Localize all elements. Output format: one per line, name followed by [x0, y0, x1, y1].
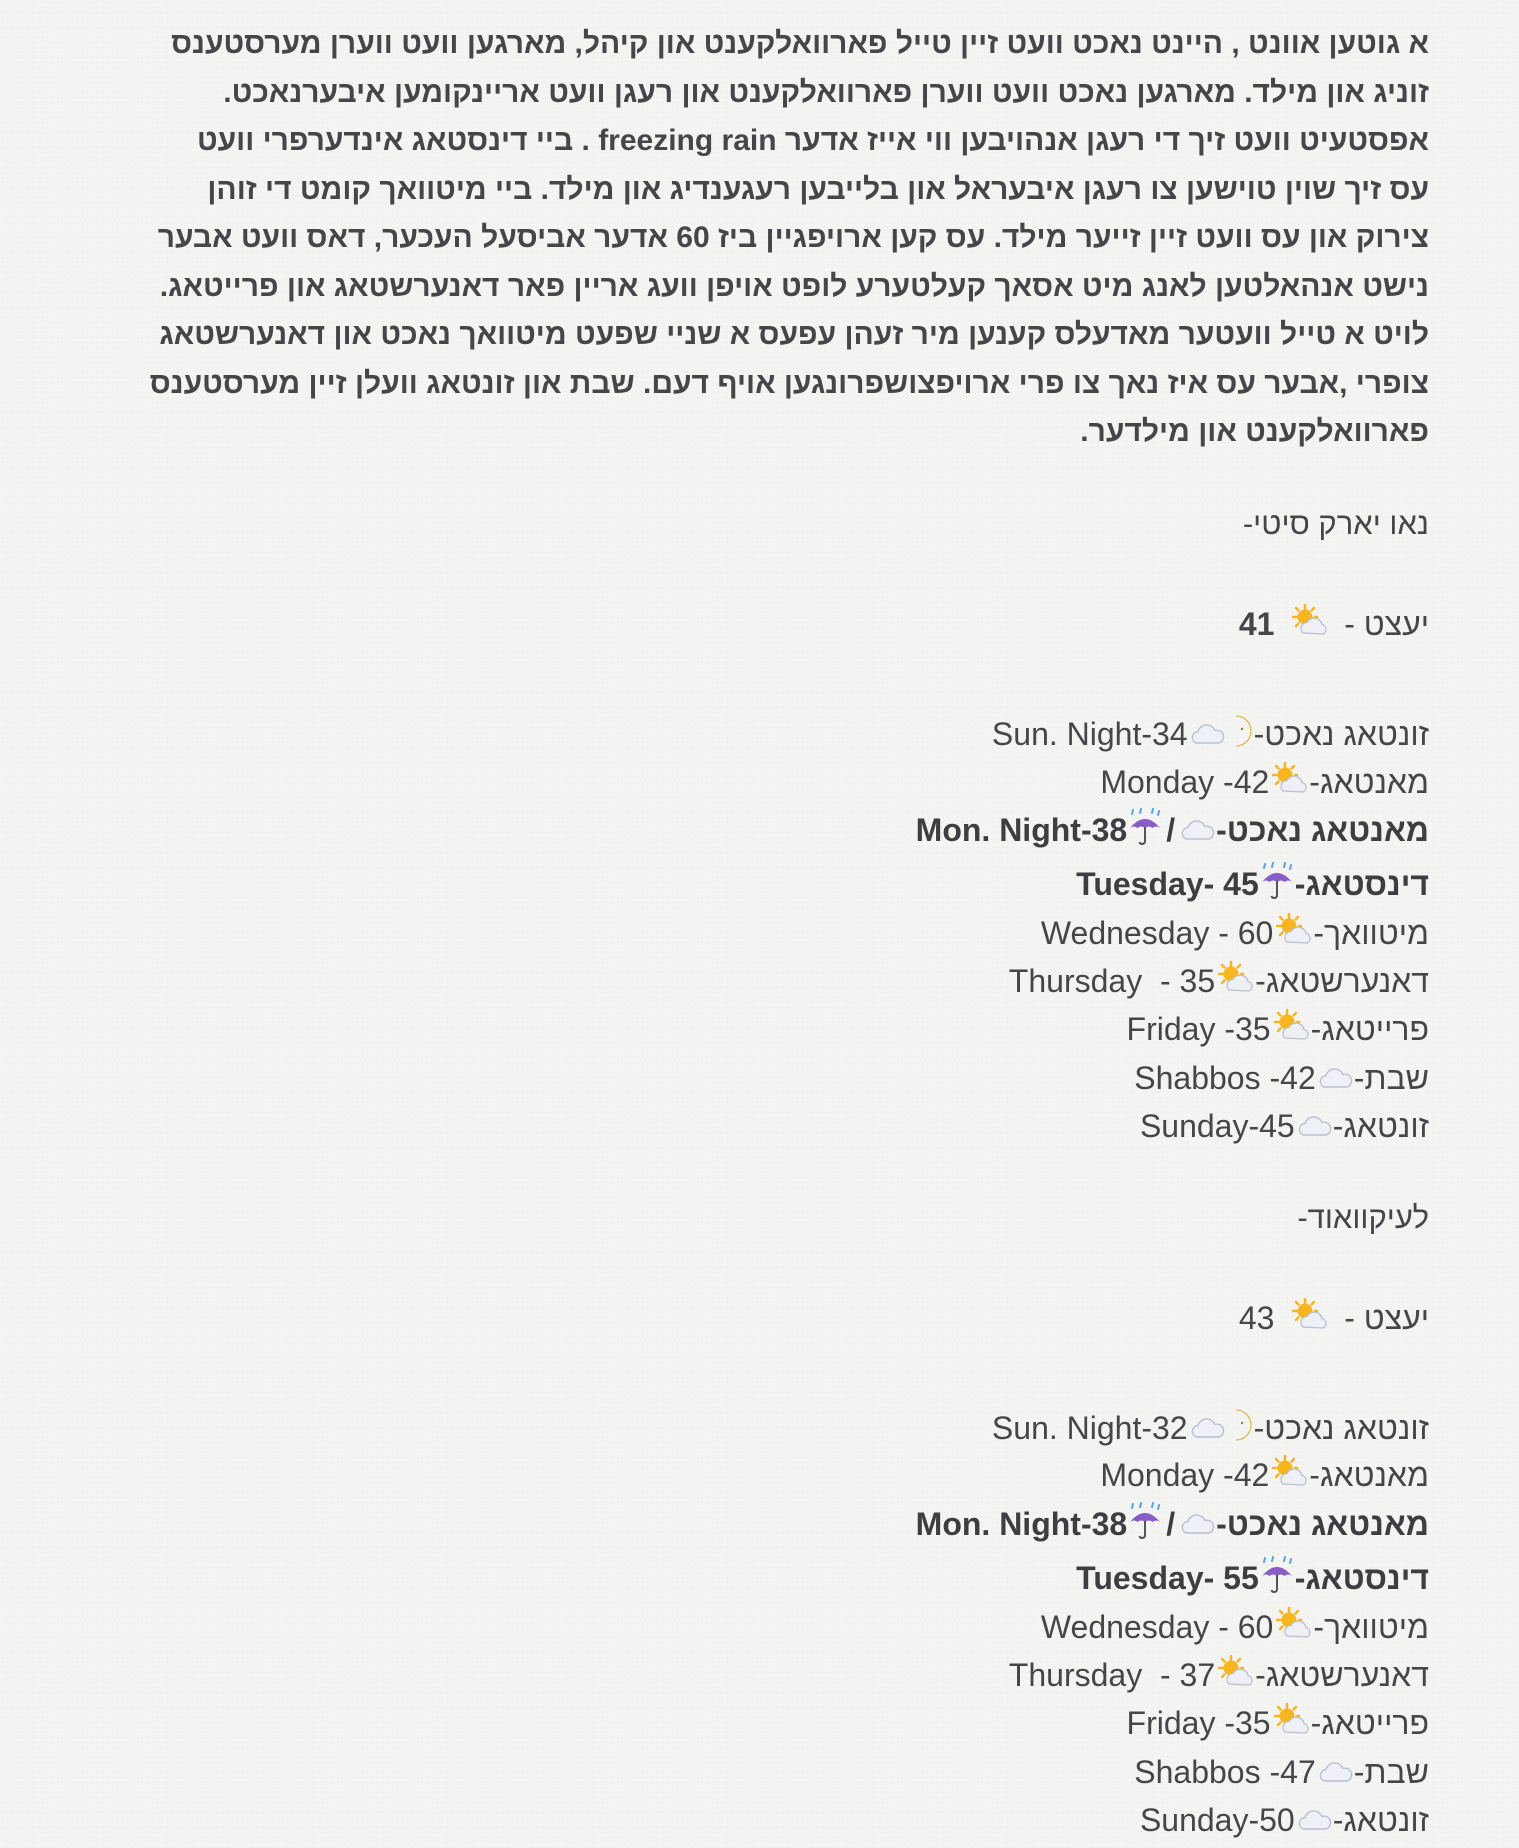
- forecast-day-hebrew: דאנערשטאג-: [1255, 1657, 1429, 1693]
- forecast-day-temp: Tuesday- 45: [1076, 866, 1259, 902]
- city-heading: נאו יארק סיטי-: [1242, 506, 1429, 541]
- cloud-icon: [1316, 1059, 1354, 1103]
- forecast-row: [1041, 911, 1429, 955]
- forecast-day-hebrew: זונטאג נאכט-: [1253, 1410, 1429, 1446]
- forecast-row: [1140, 1798, 1429, 1842]
- umbrella-rain-icon: [1127, 808, 1163, 857]
- sun-behind-cloud-icon: [1289, 1297, 1329, 1344]
- forecast-day-hebrew: מיטוואך-: [1313, 1609, 1429, 1645]
- intro-line: נישט אנהאלטען לאנג מיט אסאך קעלטערע לופט אויפן וועג אריין פאר דאנערשטאג און פרייטאג.: [159, 269, 1429, 303]
- forecast-row: [1100, 760, 1429, 804]
- forecast-day-hebrew: דינסטאג-: [1294, 1560, 1429, 1596]
- intro-line: צירוק און עס וועט זיין זייער מילד. עס קען ארויפגיין ביז 60 אדער אביסעל העכער, דאס וועט אבער: [157, 221, 1429, 254]
- forecast-day-temp: Friday -35: [1126, 1011, 1271, 1047]
- forecast-day-temp: Monday -42: [1100, 1457, 1270, 1493]
- forecast-row: [916, 808, 1429, 852]
- forecast-day-hebrew: זונטאג-: [1332, 1802, 1429, 1838]
- city-heading: לעיקוואוד-: [1297, 1200, 1429, 1235]
- sun-behind-cloud-icon: [1269, 1454, 1309, 1501]
- intro-line: א גוטען אוונט , היינט נאכט וועט זיין טייל פארוואלקענט און קיהל, מארגען וועט ווערן מערסטענס: [171, 27, 1429, 60]
- crescent-moon-icon: [1226, 713, 1254, 760]
- forecast-row: [1134, 1750, 1429, 1794]
- forecast-day-temp: Sunday-50: [1139, 1802, 1295, 1838]
- now-temp: 41: [1238, 606, 1275, 642]
- cloud-icon: [1178, 811, 1216, 855]
- sun-behind-cloud-icon: [1273, 1606, 1313, 1653]
- cloud-icon: [1295, 1107, 1333, 1151]
- icon-separator: /: [1166, 1506, 1176, 1542]
- forecast-day-hebrew: מאנטאג נאכט-: [1216, 1506, 1429, 1542]
- forecast-day-temp: Monday -42: [1100, 764, 1270, 800]
- sun-behind-cloud-icon: [1273, 912, 1313, 959]
- forecast-row: [1127, 1701, 1429, 1745]
- crescent-moon-icon: [1226, 1407, 1254, 1454]
- forecast-day-hebrew: דינסטאג-: [1294, 866, 1429, 902]
- intro-paragraph: [89, 20, 1429, 457]
- forecast-day-temp: Thursday - 37: [1008, 1657, 1216, 1693]
- current-conditions: [1239, 602, 1429, 646]
- intro-line: זוניג און מילד. מארגען נאכט וועט ווערן פארוואלקענט און רעגן וועט אריינקומען איבערנאכט.: [223, 75, 1429, 109]
- icon-separator: /: [1166, 812, 1176, 848]
- cloud-icon: [1188, 1409, 1226, 1453]
- umbrella-rain-icon: [1259, 1556, 1295, 1605]
- forecast-row: [1140, 1104, 1429, 1148]
- forecast-day-hebrew: פרייטאג-: [1310, 1011, 1429, 1047]
- now-label: יעצט -: [1344, 606, 1429, 642]
- forecast-day-hebrew: מאנטאג-: [1309, 1457, 1429, 1493]
- intro-line: לויט א טייל וועטער מאדעלס קענען מיר זעהן עפעס א שניי שפעט מיטוואך נאכט און דאנערשטאג: [159, 318, 1429, 351]
- now-temp: 43: [1238, 1300, 1275, 1336]
- forecast-day-temp: Sun. Night-32: [991, 1410, 1188, 1446]
- sun-behind-cloud-icon: [1271, 1008, 1311, 1055]
- forecast-day-temp: Sun. Night-34: [991, 716, 1188, 752]
- sun-behind-cloud-icon: [1289, 603, 1329, 650]
- forecast-day-hebrew: מאנטאג נאכט-: [1216, 812, 1429, 848]
- current-conditions: [1239, 1296, 1429, 1340]
- sun-behind-cloud-icon: [1215, 960, 1255, 1007]
- forecast-row: [1134, 1056, 1429, 1100]
- forecast-row: [1009, 1653, 1429, 1697]
- forecast-day-hebrew: זונטאג-: [1332, 1108, 1429, 1144]
- sun-behind-cloud-icon: [1271, 1702, 1311, 1749]
- forecast-row: [1127, 1007, 1429, 1051]
- intro-line: פארוואלקענט און מילדער.: [1080, 415, 1429, 448]
- forecast-day-temp: Thursday - 35: [1008, 963, 1216, 999]
- forecast-day-hebrew: מיטוואך-: [1313, 915, 1429, 951]
- umbrella-rain-icon: [1259, 862, 1295, 911]
- forecast-day-hebrew: דאנערשטאג-: [1255, 963, 1429, 999]
- forecast-day-hebrew: פרייטאג-: [1310, 1705, 1429, 1741]
- forecast-row: [992, 712, 1429, 756]
- intro-line: עס זיך שוין טוישען צו רעגן איבעראל און בלייבען רעגענדיג און מילד. ביי מיטוואך קומט די זוהן: [207, 172, 1429, 206]
- sun-behind-cloud-icon: [1269, 761, 1309, 808]
- forecast-row: [1100, 1453, 1429, 1497]
- cloud-icon: [1295, 1801, 1333, 1845]
- forecast-day-temp: Friday -35: [1126, 1705, 1271, 1741]
- forecast-day-temp: Wednesday - 60: [1040, 1609, 1274, 1645]
- forecast-day-hebrew: זונטאג נאכט-: [1253, 716, 1429, 752]
- forecast-row: [916, 1502, 1429, 1546]
- umbrella-rain-icon: [1127, 1502, 1163, 1551]
- cloud-icon: [1178, 1505, 1216, 1549]
- forecast-day-temp: Shabbos -47: [1134, 1754, 1316, 1790]
- now-label: יעצט -: [1344, 1300, 1429, 1336]
- cloud-icon: [1316, 1753, 1354, 1797]
- forecast-day-hebrew: שבת-: [1353, 1060, 1429, 1096]
- intro-line: אפסטעיט וועט זיך די רעגן אנהויבען ווי אייז אדער freezing rain . ביי דינסטאג אינדערפרי וועט: [196, 124, 1429, 157]
- forecast-day-temp: Tuesday- 55: [1076, 1560, 1259, 1596]
- forecast-day-temp: Sunday-45: [1139, 1108, 1295, 1144]
- forecast-day-temp: Mon. Night-38: [915, 1506, 1128, 1542]
- forecast-row: [1041, 1605, 1429, 1649]
- cloud-icon: [1188, 715, 1226, 759]
- intro-line: צופרי ,אבער עס איז נאך צו פרי ארויפצושפרונגען אויף דעם. שבת און זונטאג וועלן זיין מערסטענס: [149, 366, 1429, 400]
- forecast-row: [992, 1406, 1429, 1450]
- forecast-day-hebrew: שבת-: [1353, 1754, 1429, 1790]
- forecast-day-temp: Shabbos -42: [1134, 1060, 1316, 1096]
- forecast-row: [1009, 959, 1429, 1003]
- forecast-day-hebrew: מאנטאג-: [1309, 764, 1429, 800]
- forecast-day-temp: Wednesday - 60: [1040, 915, 1274, 951]
- forecast-day-temp: Mon. Night-38: [915, 812, 1128, 848]
- forecast-row: [1076, 1556, 1429, 1600]
- forecast-row: [1076, 862, 1429, 906]
- sun-behind-cloud-icon: [1215, 1654, 1255, 1701]
